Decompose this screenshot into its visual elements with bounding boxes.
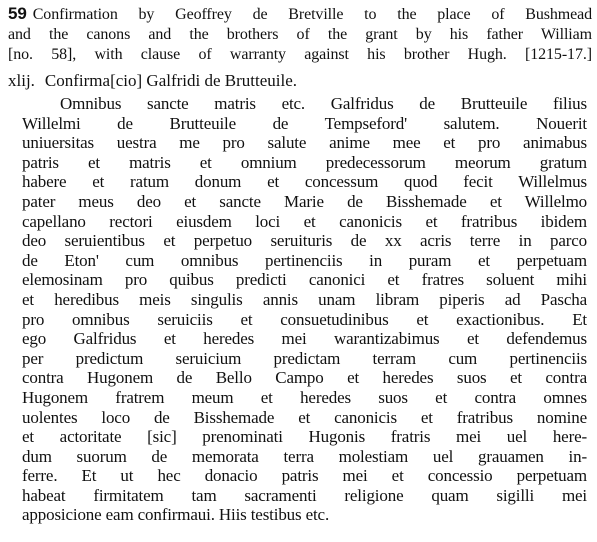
summary-line-2: and the canons and the brothers of the grant by his father William (8, 26, 592, 43)
body-line: Willelmi de Brutteuile de Tempseford' salutem. Nouerit (22, 113, 587, 133)
rubric-numeral: xlij. (8, 71, 35, 90)
summary-line-1: 59 Confirmation by Geoffrey de Bretville to the place of Bushmead (8, 4, 592, 23)
body-line: uolentes loco de Bisshemade et canonicis et fratribus nomine (22, 407, 587, 427)
charter-body (22, 94, 587, 525)
body-line: ego Galfridus et heredes mei warantizabimus et defendemus (22, 329, 587, 349)
body-line: Hugonem fratrem meum et heredes suos et contra omnes (22, 387, 587, 407)
body-line: per predictum seruicium predictam terram cum pertinenciis (22, 348, 587, 368)
entry-summary (8, 4, 592, 65)
body-line: pro omnibus seruiciis et consuetudinibus et exactionibus. Et (22, 309, 587, 329)
body-line: apposicione eam confirmaui. Hiis testibus etc. (22, 505, 330, 525)
body-line: de Eton' cum omnibus pertinenciis in puram et perpetuam (22, 250, 587, 270)
body-line: pater meus deo et sancte Marie de Bisshemade et Willelmo (22, 191, 587, 211)
body-line: deo seruientibus et perpetuo seruituris de xx acris terre in parco (22, 231, 587, 251)
entry-number: 59 (8, 4, 27, 23)
body-line: uniuersitas uestra me pro salute anime mee et pro animabus (22, 133, 587, 153)
body-line: elemosinam pro quibus predicti canonici et fratres soluent mihi (22, 270, 587, 290)
body-line: contra Hugonem de Bello Campo et heredes suos et contra (22, 368, 587, 388)
rubric-text: Confirma[cio] Galfridi de Brutteuile. (44, 71, 298, 90)
summary-line-3: [no. 58], with clause of warranty against his brother Hugh. [1215-17.] (8, 46, 592, 63)
body-line: ferre. Et ut hec donacio patris mei et concessio perpetuam (22, 466, 587, 486)
body-line: et heredibus meis singulis annis unam libram piperis ad Pascha (22, 289, 587, 309)
body-line: Omnibus sancte matris etc. Galfridus de Brutteuile filius (60, 94, 587, 113)
rubric-heading (8, 70, 297, 92)
body-line: habeat firmitatem tam sacramenti religione quam sigilli mei (22, 485, 587, 505)
body-line: patris et matris et omnium predecessorum meorum gratum (22, 152, 587, 172)
body-line: habere et ratum donum et concessum quod fecit Willelmus (22, 172, 587, 192)
body-line: capellano rectori eiusdem loci et canonicis et fratribus ibidem (22, 211, 587, 231)
body-line: dum suorum de memorata terra molestiam uel grauamen in- (22, 446, 587, 466)
body-line: et actoritate [sic] prenominati Hugonis fratris mei uel here- (22, 427, 587, 447)
